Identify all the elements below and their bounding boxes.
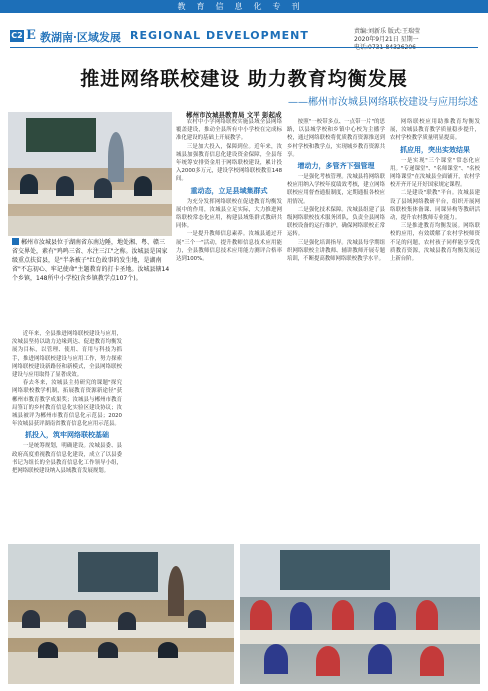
paragraph: 按照"一校带多点、一点带一片"的思路，以县城学校和乡镇中心校为主播学校，通过网络联校将优质教育资源推送到乡村学校和教学点，实现城乡教育资源共享。	[287, 119, 385, 158]
paragraph: 二是强化技术保障。汝城县组建了县级网络联校技术服务团队，负责全县网络联校设备的运行维护，确保网络联校正常运转。	[287, 206, 385, 238]
paragraph: 一是实现"三个课堂"常态化应用。"专递课堂"、"名师课堂"、"名校网络课堂"在汝城县全面铺开，农村学校开齐开足开好国家规定课程。	[390, 157, 480, 189]
paragraph: 三是强化培训指导。汝城县每学期组织网络联校主讲教师、辅讲教师开展专题培训，不断提高教师网络联校教学水平。	[287, 239, 385, 263]
date-line: 2020年9月21日 星期一	[354, 36, 419, 43]
article-headline: 推进网络联校建设 助力教育均衡发展	[80, 68, 408, 90]
student-figure	[158, 642, 178, 658]
student-figure	[56, 176, 74, 196]
display-screen	[78, 552, 158, 592]
teacher-figure	[108, 132, 124, 182]
contact-line	[354, 44, 474, 52]
desk-row	[240, 630, 480, 644]
article-column-1	[12, 330, 122, 540]
edition-meta	[354, 28, 474, 52]
student-figure	[20, 174, 38, 194]
student-figure	[290, 602, 312, 632]
paragraph: 二是建设"联教"平台。汝城县建设了县域网络教研平台，组织开展网络联校集体备课、同课异构等教研活动，提升农村教师专业能力。	[390, 190, 480, 222]
paragraph: 网络联校应用助推教育均衡发展，汝城县教育教学质量稳步提升，农村学校教学质量明显提高。	[390, 119, 480, 142]
whiteboard	[26, 118, 96, 152]
student-figure	[250, 600, 272, 630]
classroom-photo-2	[8, 544, 234, 684]
paragraph: 为充分发挥网络联校在促进教育均衡发展中的作用，汝城县立足实际，大力推进网络联校常态化应用，构建县域集群式教研共同体。	[176, 198, 282, 230]
student-figure	[98, 642, 118, 658]
student-figure	[118, 612, 136, 630]
paragraph: 春去冬来，汝城县主持研究的课题"探究网络联校教学机制，拓展教育资源新途径"获郴州市教育教学成果奖；汝城县与郴州市教育局签订的乡村教育信息化实验区建设协议；汝城县被评为郴州市教育信息化示范县；2020年汝城县获评湖南省教育信息化应用示范县。	[12, 380, 122, 428]
student-figure	[94, 178, 112, 198]
paragraph: 近年来，全县推进网络联校建设与应用，汝城县坚持以助力边缘到达、促进教育均衡发展为目标，以管理、使用、育用与科技为抓手，推进网络联校建设与应用工作，努力探索网络联校建设新路径和新模式，全县网络联校建设与应用取得了显著成效。	[12, 331, 122, 379]
article-column-3	[287, 118, 385, 538]
student-figure	[420, 646, 444, 676]
photo-caption: 郴州市汝城县位于湖南省东南边陲，地处湘、粤、赣三省交界处，素有"鸡鸣三省、水注三江"之称。汝城县是国家级重点扶贫县，是"半条被子"红色故事的发生地，是湖南省"不忘初心、牢记使命"主题教育的打卡圣地。汝城县辖14个乡镇，148所中小学校(含乡镇教学点107个)。	[12, 239, 170, 282]
paragraph: 一是统筹规划，明确建设。汝城县委、县政府高度重视教育信息化建设，成立了以县委书记为组长的全县教育信息化工作领导小组，把网络联校建设纳入县域教育发展规划。	[12, 443, 122, 475]
article-subtitle: ——郴州市汝城县网络联校建设与应用综述	[288, 97, 478, 108]
student-figure	[38, 642, 58, 658]
section-heading: 重动态，立足县域集群式	[190, 186, 268, 195]
student-figure	[332, 600, 354, 630]
article-byline: 郴州市汝城县教育局 文平 彭起成	[186, 111, 282, 119]
student-figure	[264, 644, 288, 674]
section-heading: 抓应用，突出实效结果	[400, 145, 470, 154]
section-header	[0, 28, 488, 46]
header-rule	[10, 47, 478, 48]
page-code: C2	[11, 31, 23, 40]
article-column-4	[390, 118, 480, 538]
student-figure	[188, 610, 206, 628]
section-title-en: REGIONAL DEVELOPMENT	[130, 29, 309, 42]
student-figure	[374, 602, 396, 632]
display-screen	[280, 550, 390, 590]
student-figure	[368, 644, 392, 674]
paragraph: 一是提升教师信息素养。汝城县通过开展"三个一"活动，提升教师信息技术应用能力，全县教师信息技术应用能力测评合格率达到100%。	[176, 231, 282, 263]
section-letter: E	[26, 28, 36, 43]
paragraph: 一是强化考核管理。汝城县将网络联校应用纳入学校年度绩效考核，建立网络联校应用督查通报制度，定期通报各校应用情况。	[287, 174, 385, 205]
student-figure	[68, 610, 86, 628]
paragraph: 农村中小学网络联校实施县域全县网络覆盖建设，推动全县所有中小学校在完成标准化建设的基础上开展教学。	[176, 119, 282, 142]
classroom-photo-3	[240, 544, 480, 684]
article-column-2	[176, 118, 282, 538]
section-title-cn: 教湖南·区域发展	[40, 31, 121, 44]
paragraph: 三是加大投入，保障到位。近年来，汝城县加强教育信息化建设资金保障，全县每年统筹安排资金用于网络联校建设，累计投入2000多万元，建设学校网络联校教室148间。	[176, 143, 282, 183]
masthead-tagline: 教育信息化专刊	[177, 2, 311, 11]
section-heading: 增动力，多管齐下强管理	[297, 162, 375, 171]
classroom-photo-1	[8, 112, 172, 236]
teacher-figure	[168, 566, 184, 616]
student-figure	[416, 600, 438, 630]
student-figure	[316, 646, 340, 676]
desk-row	[8, 216, 172, 236]
student-figure	[134, 176, 152, 196]
caption-marker-icon	[12, 238, 19, 245]
section-heading: 抓投入，筑牢网络联校基础	[25, 431, 109, 440]
editor-line: 责编:刘新乐 版式:王瑞莹	[354, 28, 420, 35]
student-figure	[22, 610, 40, 628]
paragraph: 三是推进教育均衡发展。网络联校的应用，有效缓解了农村学校师资不足的问题，农村孩子同样能享受优质教育资源，汝城县教育均衡发展迈上新台阶。	[390, 223, 480, 263]
